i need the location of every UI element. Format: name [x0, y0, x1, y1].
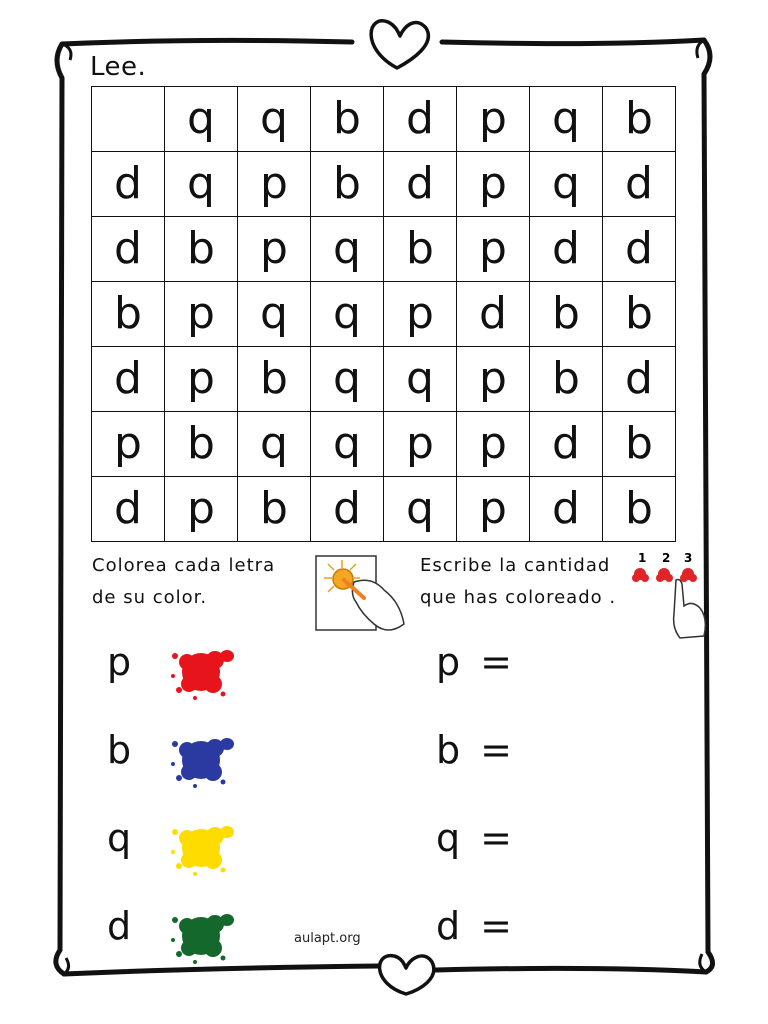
grid-cell[interactable]: d — [92, 347, 165, 412]
legend-letter: p — [107, 640, 132, 684]
grid-cell[interactable]: q — [238, 282, 311, 347]
color-instruction — [92, 550, 275, 614]
paint-splat-green-icon — [165, 902, 237, 966]
counting-hand-icon — [628, 550, 712, 642]
grid-cell[interactable]: d — [92, 477, 165, 542]
grid-cell[interactable]: d — [384, 87, 457, 152]
grid-row — [92, 217, 676, 282]
grid-cell[interactable]: q — [384, 347, 457, 412]
grid-cell[interactable]: p — [457, 477, 530, 542]
grid-cell[interactable]: b — [603, 87, 676, 152]
grid-cell[interactable]: p — [457, 217, 530, 282]
grid-row — [92, 282, 676, 347]
heart-icon — [380, 956, 434, 994]
count-instruction — [420, 550, 616, 614]
heart-icon — [371, 21, 428, 68]
instruction-line: que has coloreado . — [420, 587, 617, 608]
count-number-label: 2 — [662, 551, 671, 565]
grid-cell[interactable]: p — [457, 152, 530, 217]
grid-cell[interactable]: b — [530, 282, 603, 347]
grid-row — [92, 87, 676, 152]
grid-cell[interactable]: d — [92, 152, 165, 217]
grid-cell[interactable]: p — [165, 282, 238, 347]
footer-credit: aulapt.org — [294, 931, 361, 946]
grid-cell[interactable]: p — [165, 347, 238, 412]
grid-cell[interactable]: q — [384, 477, 457, 542]
grid-cell[interactable]: p — [457, 412, 530, 477]
grid-cell[interactable]: q — [311, 347, 384, 412]
grid-row — [92, 477, 676, 542]
grid-cell[interactable]: b — [311, 87, 384, 152]
count-letter: b — [436, 728, 461, 772]
grid-row — [92, 152, 676, 217]
grid-cell[interactable]: b — [530, 347, 603, 412]
grid-cell[interactable]: d — [457, 282, 530, 347]
grid-cell[interactable]: b — [238, 347, 311, 412]
grid-cell[interactable] — [92, 87, 165, 152]
grid-cell[interactable]: p — [238, 217, 311, 282]
grid-cell[interactable]: d — [603, 217, 676, 282]
count-row[interactable] — [436, 816, 512, 860]
legend-letter: d — [107, 904, 132, 948]
paint-splat-blue-icon — [165, 726, 237, 790]
coloring-hand-icon — [314, 554, 406, 638]
grid-cell[interactable]: p — [92, 412, 165, 477]
grid-cell[interactable]: d — [384, 152, 457, 217]
grid-cell[interactable]: d — [603, 347, 676, 412]
grid-cell[interactable]: q — [238, 412, 311, 477]
letter-grid — [91, 86, 676, 542]
count-number-label: 1 — [638, 551, 647, 565]
grid-cell[interactable]: q — [238, 87, 311, 152]
grid-cell[interactable]: b — [238, 477, 311, 542]
instruction-line: Escribe la cantidad — [420, 555, 611, 576]
grid-cell[interactable]: q — [530, 152, 603, 217]
grid-cell[interactable]: b — [603, 412, 676, 477]
equals-sign: = — [480, 904, 512, 948]
grid-cell[interactable]: b — [92, 282, 165, 347]
grid-cell[interactable]: p — [165, 477, 238, 542]
grid-cell[interactable]: d — [530, 412, 603, 477]
grid-cell[interactable]: q — [165, 87, 238, 152]
grid-cell[interactable]: q — [165, 152, 238, 217]
legend-letter: q — [107, 816, 132, 860]
grid-cell[interactable]: q — [311, 282, 384, 347]
count-row[interactable] — [436, 640, 512, 684]
grid-cell[interactable]: d — [92, 217, 165, 282]
grid-cell[interactable]: b — [311, 152, 384, 217]
grid-cell[interactable]: q — [530, 87, 603, 152]
count-number-label: 3 — [684, 551, 693, 565]
count-letter: q — [436, 816, 461, 860]
grid-cell[interactable]: p — [457, 87, 530, 152]
grid-cell[interactable]: p — [457, 347, 530, 412]
grid-cell[interactable]: d — [530, 477, 603, 542]
count-row[interactable] — [436, 728, 512, 772]
grid-row — [92, 347, 676, 412]
grid-cell[interactable]: d — [311, 477, 384, 542]
grid-cell[interactable]: b — [165, 412, 238, 477]
grid-cell[interactable]: p — [384, 412, 457, 477]
grid-cell[interactable]: b — [165, 217, 238, 282]
grid-cell[interactable]: q — [311, 412, 384, 477]
instruction-line: de su color. — [92, 587, 208, 608]
instruction-line: Colorea cada letra — [92, 555, 276, 576]
grid-cell[interactable]: q — [311, 217, 384, 282]
grid-row — [92, 412, 676, 477]
paint-splat-yellow-icon — [165, 814, 237, 878]
count-row[interactable] — [436, 904, 512, 948]
count-letter: p — [436, 640, 461, 684]
equals-sign: = — [480, 816, 512, 860]
grid-cell[interactable]: b — [603, 282, 676, 347]
equals-sign: = — [480, 640, 512, 684]
count-letter: d — [436, 904, 461, 948]
grid-cell[interactable]: b — [603, 477, 676, 542]
grid-cell[interactable]: d — [603, 152, 676, 217]
legend-letter: b — [107, 728, 132, 772]
grid-cell[interactable]: p — [238, 152, 311, 217]
page-title: Lee. — [90, 52, 147, 82]
paint-splat-red-icon — [165, 638, 237, 702]
grid-cell[interactable]: p — [384, 282, 457, 347]
grid-cell[interactable]: b — [384, 217, 457, 282]
grid-cell[interactable]: d — [530, 217, 603, 282]
equals-sign: = — [480, 728, 512, 772]
